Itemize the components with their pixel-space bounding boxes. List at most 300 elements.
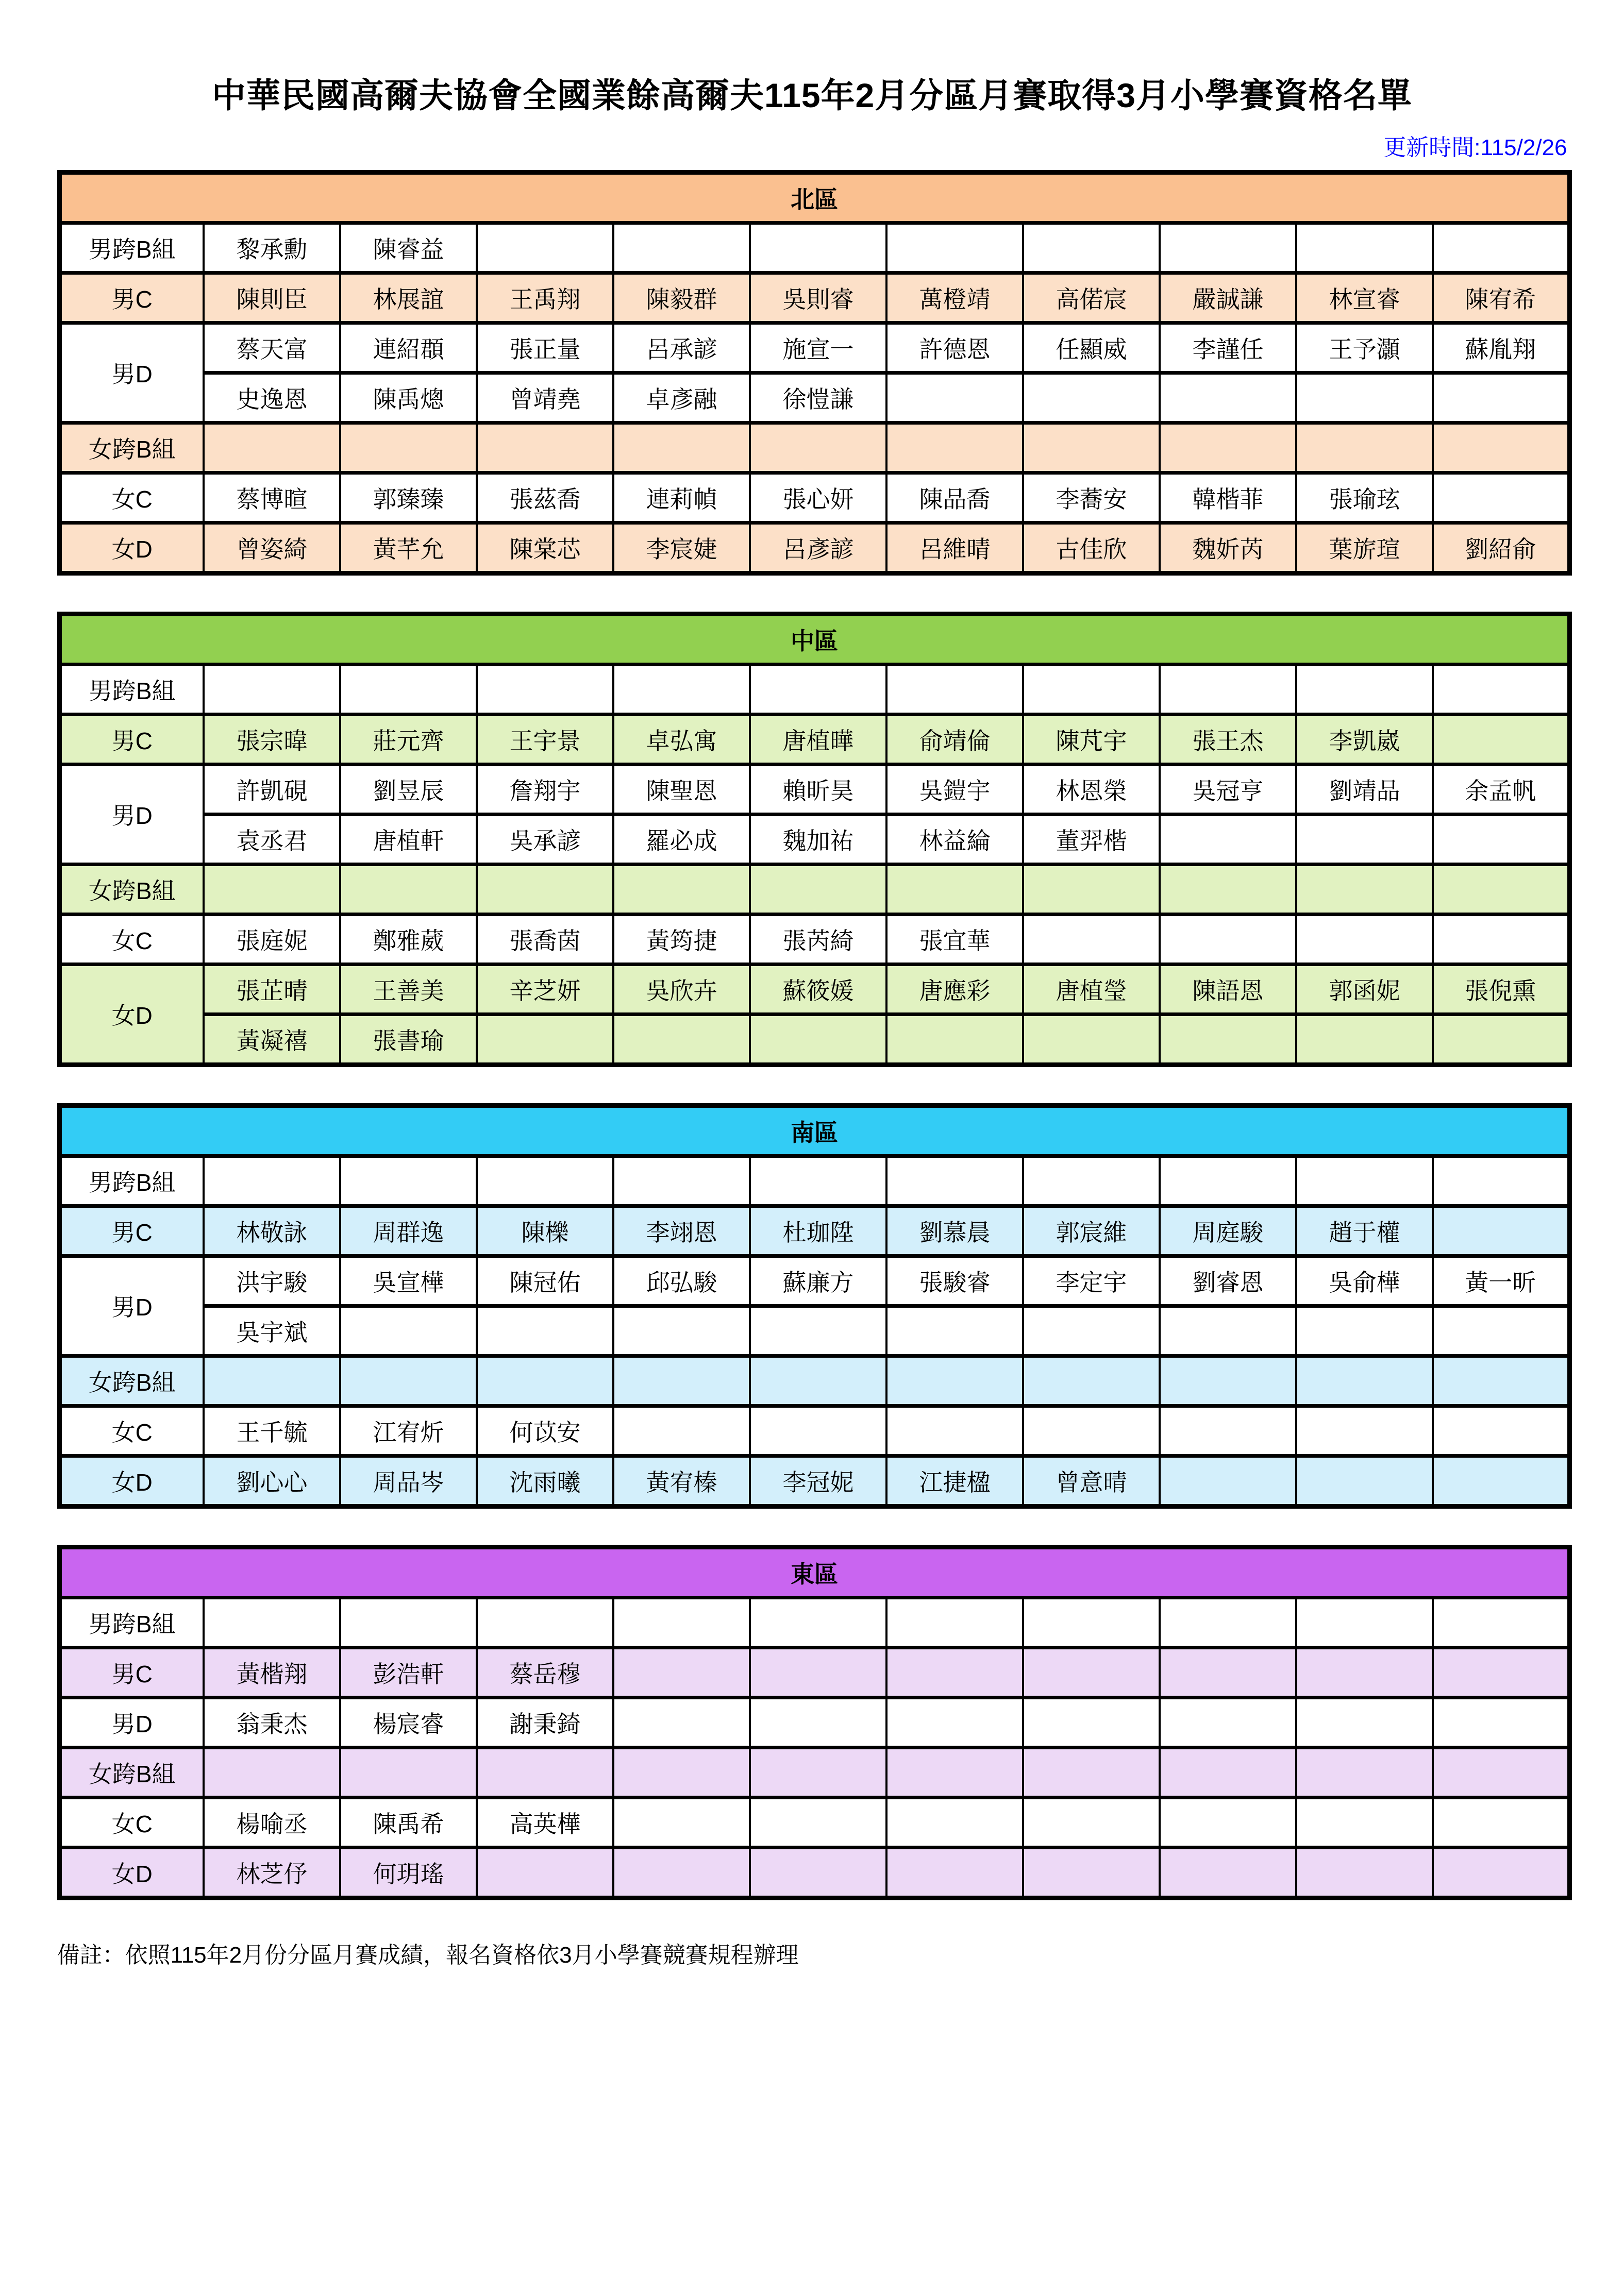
- player-name-cell: 李翊恩: [613, 1206, 750, 1256]
- empty-cell: [1296, 423, 1433, 472]
- empty-cell: [1433, 664, 1569, 714]
- player-name-cell: 何苡安: [477, 1406, 613, 1456]
- player-name-cell: 洪宇駿: [204, 1256, 340, 1306]
- player-name-cell: 黃一昕: [1433, 1256, 1569, 1306]
- player-name-cell: 張瑜玹: [1296, 472, 1433, 522]
- empty-cell: [1433, 223, 1569, 273]
- player-name-cell: 曾姿綺: [204, 522, 340, 573]
- player-name-cell: 唐植曄: [750, 714, 886, 764]
- empty-cell: [340, 1597, 477, 1647]
- central-row-label: 女跨B組: [59, 864, 204, 914]
- player-name-cell: 黃楷翔: [204, 1647, 340, 1697]
- player-name-cell: 莊元齊: [340, 714, 477, 764]
- player-name-cell: 陳則臣: [204, 273, 340, 323]
- player-name-cell: 王禹翔: [477, 273, 613, 323]
- central-region-header: 中區: [59, 614, 1569, 664]
- player-name-cell: 余孟帆: [1433, 764, 1569, 814]
- empty-cell: [750, 1406, 886, 1456]
- empty-cell: [886, 1406, 1023, 1456]
- empty-cell: [613, 1797, 750, 1847]
- player-name-cell: 徐愷謙: [750, 373, 886, 423]
- empty-cell: [1023, 864, 1160, 914]
- empty-cell: [1160, 423, 1296, 472]
- east-region-table: [57, 1545, 1572, 1900]
- empty-cell: [750, 1847, 886, 1898]
- empty-cell: [204, 1156, 340, 1206]
- player-name-cell: 郭函妮: [1296, 964, 1433, 1014]
- player-name-cell: 張書瑜: [340, 1014, 477, 1065]
- empty-cell: [1296, 1747, 1433, 1797]
- empty-cell: [613, 1306, 750, 1356]
- player-name-cell: 張喬茵: [477, 914, 613, 964]
- player-name-cell: 張庭妮: [204, 914, 340, 964]
- player-name-cell: 羅必成: [613, 814, 750, 864]
- east-region-header: 東區: [59, 1547, 1569, 1597]
- empty-cell: [204, 664, 340, 714]
- empty-cell: [750, 1647, 886, 1697]
- empty-cell: [1160, 864, 1296, 914]
- empty-cell: [1023, 1797, 1160, 1847]
- player-name-cell: 吳宣樺: [340, 1256, 477, 1306]
- empty-cell: [886, 1847, 1023, 1898]
- empty-cell: [1296, 1014, 1433, 1065]
- player-name-cell: 俞靖倫: [886, 714, 1023, 764]
- player-name-cell: 賴昕昊: [750, 764, 886, 814]
- empty-cell: [477, 1156, 613, 1206]
- player-name-cell: 陳棠芯: [477, 522, 613, 573]
- empty-cell: [613, 1406, 750, 1456]
- player-name-cell: 吳冠亨: [1160, 764, 1296, 814]
- player-name-cell: 劉慕晨: [886, 1206, 1023, 1256]
- empty-cell: [1023, 664, 1160, 714]
- empty-cell: [1160, 914, 1296, 964]
- empty-cell: [1296, 1406, 1433, 1456]
- player-name-cell: 史逸恩: [204, 373, 340, 423]
- north-region-header: 北區: [59, 172, 1569, 223]
- north-region-table: [57, 170, 1572, 576]
- empty-cell: [1433, 1647, 1569, 1697]
- empty-cell: [750, 1014, 886, 1065]
- player-name-cell: 李宸婕: [613, 522, 750, 573]
- north-row-label: 女跨B組: [59, 423, 204, 472]
- empty-cell: [1023, 373, 1160, 423]
- south-row-label: 男C: [59, 1206, 204, 1256]
- player-name-cell: 杜珈陞: [750, 1206, 886, 1256]
- empty-cell: [204, 1597, 340, 1647]
- empty-cell: [1023, 1697, 1160, 1747]
- page-content: [57, 0, 1567, 1969]
- empty-cell: [1160, 664, 1296, 714]
- player-name-cell: 蘇胤翔: [1433, 323, 1569, 373]
- empty-cell: [1433, 472, 1569, 522]
- empty-cell: [613, 1647, 750, 1697]
- player-name-cell: 何玥瑤: [340, 1847, 477, 1898]
- empty-cell: [340, 864, 477, 914]
- player-name-cell: 吳承諺: [477, 814, 613, 864]
- empty-cell: [1296, 1356, 1433, 1406]
- player-name-cell: 葉旂瑄: [1296, 522, 1433, 573]
- player-name-cell: 趙于權: [1296, 1206, 1433, 1256]
- player-name-cell: 高偌宸: [1023, 273, 1160, 323]
- empty-cell: [1023, 1306, 1160, 1356]
- player-name-cell: 張正量: [477, 323, 613, 373]
- empty-cell: [204, 1747, 340, 1797]
- east-row-label: 女D: [59, 1847, 204, 1898]
- north-row-label: 男跨B組: [59, 223, 204, 273]
- footnote: 備註：依照115年2月份分區月賽成績，報名資格依3月小學賽競賽規程辦理: [57, 1942, 799, 1968]
- player-name-cell: 黃筠捷: [613, 914, 750, 964]
- player-name-cell: 陳禹希: [340, 1797, 477, 1847]
- empty-cell: [477, 1014, 613, 1065]
- player-name-cell: 萬橙靖: [886, 273, 1023, 323]
- empty-cell: [886, 223, 1023, 273]
- empty-cell: [1433, 1847, 1569, 1898]
- empty-cell: [1023, 1647, 1160, 1697]
- empty-cell: [1296, 664, 1433, 714]
- player-name-cell: 蘇廉方: [750, 1256, 886, 1306]
- empty-cell: [1023, 1597, 1160, 1647]
- empty-cell: [750, 1597, 886, 1647]
- player-name-cell: 卓彥融: [613, 373, 750, 423]
- empty-cell: [886, 1356, 1023, 1406]
- player-name-cell: 李蕎安: [1023, 472, 1160, 522]
- empty-cell: [613, 1597, 750, 1647]
- empty-cell: [1023, 1747, 1160, 1797]
- player-name-cell: 陳宥希: [1433, 273, 1569, 323]
- player-name-cell: 陳品喬: [886, 472, 1023, 522]
- empty-cell: [886, 1597, 1023, 1647]
- empty-cell: [886, 373, 1023, 423]
- empty-cell: [1296, 373, 1433, 423]
- player-name-cell: 張芷晴: [204, 964, 340, 1014]
- empty-cell: [1160, 1747, 1296, 1797]
- player-name-cell: 詹翔宇: [477, 764, 613, 814]
- empty-cell: [477, 423, 613, 472]
- empty-cell: [1433, 1014, 1569, 1065]
- player-name-cell: 陳聖恩: [613, 764, 750, 814]
- player-name-cell: 吳俞樺: [1296, 1256, 1433, 1306]
- player-name-cell: 王宇景: [477, 714, 613, 764]
- empty-cell: [613, 1847, 750, 1898]
- player-name-cell: 劉靖品: [1296, 764, 1433, 814]
- player-name-cell: 周品岑: [340, 1456, 477, 1506]
- empty-cell: [886, 864, 1023, 914]
- player-name-cell: 劉昱辰: [340, 764, 477, 814]
- empty-cell: [1023, 914, 1160, 964]
- empty-cell: [1160, 1156, 1296, 1206]
- east-row-label: 男跨B組: [59, 1597, 204, 1647]
- empty-cell: [886, 1647, 1023, 1697]
- player-name-cell: 周群逸: [340, 1206, 477, 1256]
- page-title: 中華民國高爾夫協會全國業餘高爾夫115年2月分區月賽取得3月小學賽資格名單: [212, 76, 1412, 114]
- empty-cell: [1023, 1014, 1160, 1065]
- player-name-cell: 江捷楹: [886, 1456, 1023, 1506]
- empty-cell: [613, 1356, 750, 1406]
- north-row-label: 男D: [59, 323, 204, 423]
- player-name-cell: 黃芊允: [340, 522, 477, 573]
- player-name-cell: 劉睿恩: [1160, 1256, 1296, 1306]
- player-name-cell: 林展誼: [340, 273, 477, 323]
- empty-cell: [204, 1356, 340, 1406]
- player-name-cell: 張倪熏: [1433, 964, 1569, 1014]
- empty-cell: [340, 1306, 477, 1356]
- empty-cell: [477, 1747, 613, 1797]
- player-name-cell: 陳芃宇: [1023, 714, 1160, 764]
- player-name-cell: 吳宇斌: [204, 1306, 340, 1356]
- region-tables: [57, 170, 1567, 1900]
- empty-cell: [1433, 864, 1569, 914]
- empty-cell: [1433, 1206, 1569, 1256]
- player-name-cell: 蔡博暄: [204, 472, 340, 522]
- empty-cell: [886, 1747, 1023, 1797]
- player-name-cell: 鄭雅葳: [340, 914, 477, 964]
- player-name-cell: 呂承諺: [613, 323, 750, 373]
- empty-cell: [1160, 1597, 1296, 1647]
- player-name-cell: 周庭駿: [1160, 1206, 1296, 1256]
- north-row-label: 女C: [59, 472, 204, 522]
- player-name-cell: 林芝伃: [204, 1847, 340, 1898]
- central-row-label: 女D: [59, 964, 204, 1065]
- empty-cell: [340, 1156, 477, 1206]
- player-name-cell: 楊宸睿: [340, 1697, 477, 1747]
- south-row-label: 女C: [59, 1406, 204, 1456]
- empty-cell: [750, 1156, 886, 1206]
- empty-cell: [1433, 1306, 1569, 1356]
- empty-cell: [750, 223, 886, 273]
- player-name-cell: 張茲喬: [477, 472, 613, 522]
- player-name-cell: 吳鎧宇: [886, 764, 1023, 814]
- empty-cell: [477, 1356, 613, 1406]
- empty-cell: [1433, 423, 1569, 472]
- empty-cell: [1023, 1847, 1160, 1898]
- empty-cell: [613, 1014, 750, 1065]
- player-name-cell: 張宜華: [886, 914, 1023, 964]
- player-name-cell: 沈雨曦: [477, 1456, 613, 1506]
- empty-cell: [750, 1356, 886, 1406]
- player-name-cell: 吳欣卉: [613, 964, 750, 1014]
- player-name-cell: 陳毅群: [613, 273, 750, 323]
- east-row-label: 女跨B組: [59, 1747, 204, 1797]
- empty-cell: [1433, 814, 1569, 864]
- player-name-cell: 李定宇: [1023, 1256, 1160, 1306]
- player-name-cell: 王善美: [340, 964, 477, 1014]
- player-name-cell: 董羿楷: [1023, 814, 1160, 864]
- player-name-cell: 唐植軒: [340, 814, 477, 864]
- empty-cell: [1296, 914, 1433, 964]
- player-name-cell: 謝秉錡: [477, 1697, 613, 1747]
- player-name-cell: 韓楷菲: [1160, 472, 1296, 522]
- empty-cell: [340, 423, 477, 472]
- player-name-cell: 魏加祐: [750, 814, 886, 864]
- empty-cell: [1160, 1356, 1296, 1406]
- empty-cell: [1433, 1156, 1569, 1206]
- player-name-cell: 林宣睿: [1296, 273, 1433, 323]
- empty-cell: [1023, 223, 1160, 273]
- empty-cell: [1433, 1697, 1569, 1747]
- empty-cell: [1296, 1697, 1433, 1747]
- empty-cell: [886, 1306, 1023, 1356]
- empty-cell: [886, 664, 1023, 714]
- player-name-cell: 郭宸維: [1023, 1206, 1160, 1256]
- empty-cell: [613, 864, 750, 914]
- north-row-label: 男C: [59, 273, 204, 323]
- empty-cell: [750, 864, 886, 914]
- empty-cell: [886, 1797, 1023, 1847]
- empty-cell: [477, 1847, 613, 1898]
- empty-cell: [1160, 1647, 1296, 1697]
- empty-cell: [613, 1156, 750, 1206]
- south-region-table: [57, 1103, 1572, 1509]
- central-row-label: 女C: [59, 914, 204, 964]
- player-name-cell: 蔡岳穆: [477, 1647, 613, 1697]
- empty-cell: [1023, 1406, 1160, 1456]
- player-name-cell: 黎承勳: [204, 223, 340, 273]
- player-name-cell: 江宥炘: [340, 1406, 477, 1456]
- north-row-label: 女D: [59, 522, 204, 573]
- player-name-cell: 陳冠佑: [477, 1256, 613, 1306]
- player-name-cell: 楊喻丞: [204, 1797, 340, 1847]
- empty-cell: [340, 1747, 477, 1797]
- empty-cell: [1433, 714, 1569, 764]
- player-name-cell: 李凱崴: [1296, 714, 1433, 764]
- player-name-cell: 彭浩軒: [340, 1647, 477, 1697]
- south-row-label: 女D: [59, 1456, 204, 1506]
- empty-cell: [886, 1156, 1023, 1206]
- player-name-cell: 施宣一: [750, 323, 886, 373]
- empty-cell: [750, 1306, 886, 1356]
- player-name-cell: 王千毓: [204, 1406, 340, 1456]
- empty-cell: [1296, 223, 1433, 273]
- player-name-cell: 許德恩: [886, 323, 1023, 373]
- player-name-cell: 翁秉杰: [204, 1697, 340, 1747]
- empty-cell: [613, 423, 750, 472]
- empty-cell: [1023, 1356, 1160, 1406]
- central-row-label: 男C: [59, 714, 204, 764]
- player-name-cell: 蘇筱媛: [750, 964, 886, 1014]
- empty-cell: [1160, 373, 1296, 423]
- empty-cell: [477, 1306, 613, 1356]
- player-name-cell: 古佳欣: [1023, 522, 1160, 573]
- player-name-cell: 蔡天富: [204, 323, 340, 373]
- empty-cell: [1160, 1014, 1296, 1065]
- empty-cell: [1160, 1306, 1296, 1356]
- empty-cell: [750, 664, 886, 714]
- player-name-cell: 李冠妮: [750, 1456, 886, 1506]
- player-name-cell: 任顯威: [1023, 323, 1160, 373]
- empty-cell: [1296, 1156, 1433, 1206]
- empty-cell: [613, 1697, 750, 1747]
- player-name-cell: 嚴誠謙: [1160, 273, 1296, 323]
- player-name-cell: 張心妍: [750, 472, 886, 522]
- player-name-cell: 李謹任: [1160, 323, 1296, 373]
- player-name-cell: 邱弘駿: [613, 1256, 750, 1306]
- player-name-cell: 張駿睿: [886, 1256, 1023, 1306]
- east-row-label: 男D: [59, 1697, 204, 1747]
- player-name-cell: 曾意晴: [1023, 1456, 1160, 1506]
- player-name-cell: 王予灝: [1296, 323, 1433, 373]
- empty-cell: [1296, 1647, 1433, 1697]
- east-row-label: 女C: [59, 1797, 204, 1847]
- player-name-cell: 林敬詠: [204, 1206, 340, 1256]
- player-name-cell: 劉心心: [204, 1456, 340, 1506]
- east-row-label: 男C: [59, 1647, 204, 1697]
- empty-cell: [750, 1747, 886, 1797]
- empty-cell: [1160, 1797, 1296, 1847]
- empty-cell: [477, 223, 613, 273]
- empty-cell: [1023, 1156, 1160, 1206]
- player-name-cell: 連莉幀: [613, 472, 750, 522]
- empty-cell: [1160, 1456, 1296, 1506]
- south-row-label: 男D: [59, 1256, 204, 1356]
- player-name-cell: 許凱硯: [204, 764, 340, 814]
- empty-cell: [1296, 1847, 1433, 1898]
- player-name-cell: 唐應彩: [886, 964, 1023, 1014]
- empty-cell: [613, 1747, 750, 1797]
- central-row-label: 男跨B組: [59, 664, 204, 714]
- south-row-label: 女跨B組: [59, 1356, 204, 1406]
- empty-cell: [1160, 1847, 1296, 1898]
- empty-cell: [613, 223, 750, 273]
- empty-cell: [1433, 1356, 1569, 1406]
- player-name-cell: 呂維晴: [886, 522, 1023, 573]
- empty-cell: [340, 1356, 477, 1406]
- player-name-cell: 林恩榮: [1023, 764, 1160, 814]
- central-row-label: 男D: [59, 764, 204, 864]
- empty-cell: [1433, 1597, 1569, 1647]
- empty-cell: [1433, 1406, 1569, 1456]
- south-row-label: 男跨B組: [59, 1156, 204, 1206]
- player-name-cell: 呂彥諺: [750, 522, 886, 573]
- empty-cell: [613, 664, 750, 714]
- empty-cell: [1296, 1456, 1433, 1506]
- empty-cell: [886, 423, 1023, 472]
- empty-cell: [1433, 1747, 1569, 1797]
- empty-cell: [1023, 423, 1160, 472]
- player-name-cell: 陳櫟: [477, 1206, 613, 1256]
- empty-cell: [1160, 1406, 1296, 1456]
- player-name-cell: 辛芝妍: [477, 964, 613, 1014]
- update-time: 更新時間:115/2/26: [1383, 134, 1567, 160]
- player-name-cell: 劉紹俞: [1433, 522, 1569, 573]
- player-name-cell: 張王杰: [1160, 714, 1296, 764]
- player-name-cell: 高英樺: [477, 1797, 613, 1847]
- player-name-cell: 魏妡芮: [1160, 522, 1296, 573]
- empty-cell: [1433, 1456, 1569, 1506]
- empty-cell: [1433, 1797, 1569, 1847]
- player-name-cell: 曾靖堯: [477, 373, 613, 423]
- empty-cell: [477, 1597, 613, 1647]
- player-name-cell: 卓弘寓: [613, 714, 750, 764]
- player-name-cell: 陳睿益: [340, 223, 477, 273]
- empty-cell: [750, 1797, 886, 1847]
- empty-cell: [340, 664, 477, 714]
- empty-cell: [1160, 814, 1296, 864]
- player-name-cell: 黃凝禧: [204, 1014, 340, 1065]
- empty-cell: [1160, 1697, 1296, 1747]
- empty-cell: [477, 864, 613, 914]
- empty-cell: [1433, 914, 1569, 964]
- empty-cell: [1296, 1797, 1433, 1847]
- empty-cell: [750, 1697, 886, 1747]
- player-name-cell: 張芮綺: [750, 914, 886, 964]
- empty-cell: [886, 1697, 1023, 1747]
- empty-cell: [204, 864, 340, 914]
- empty-cell: [1296, 1597, 1433, 1647]
- player-name-cell: 林益綸: [886, 814, 1023, 864]
- empty-cell: [1296, 814, 1433, 864]
- south-region-header: 南區: [59, 1105, 1569, 1156]
- empty-cell: [886, 1014, 1023, 1065]
